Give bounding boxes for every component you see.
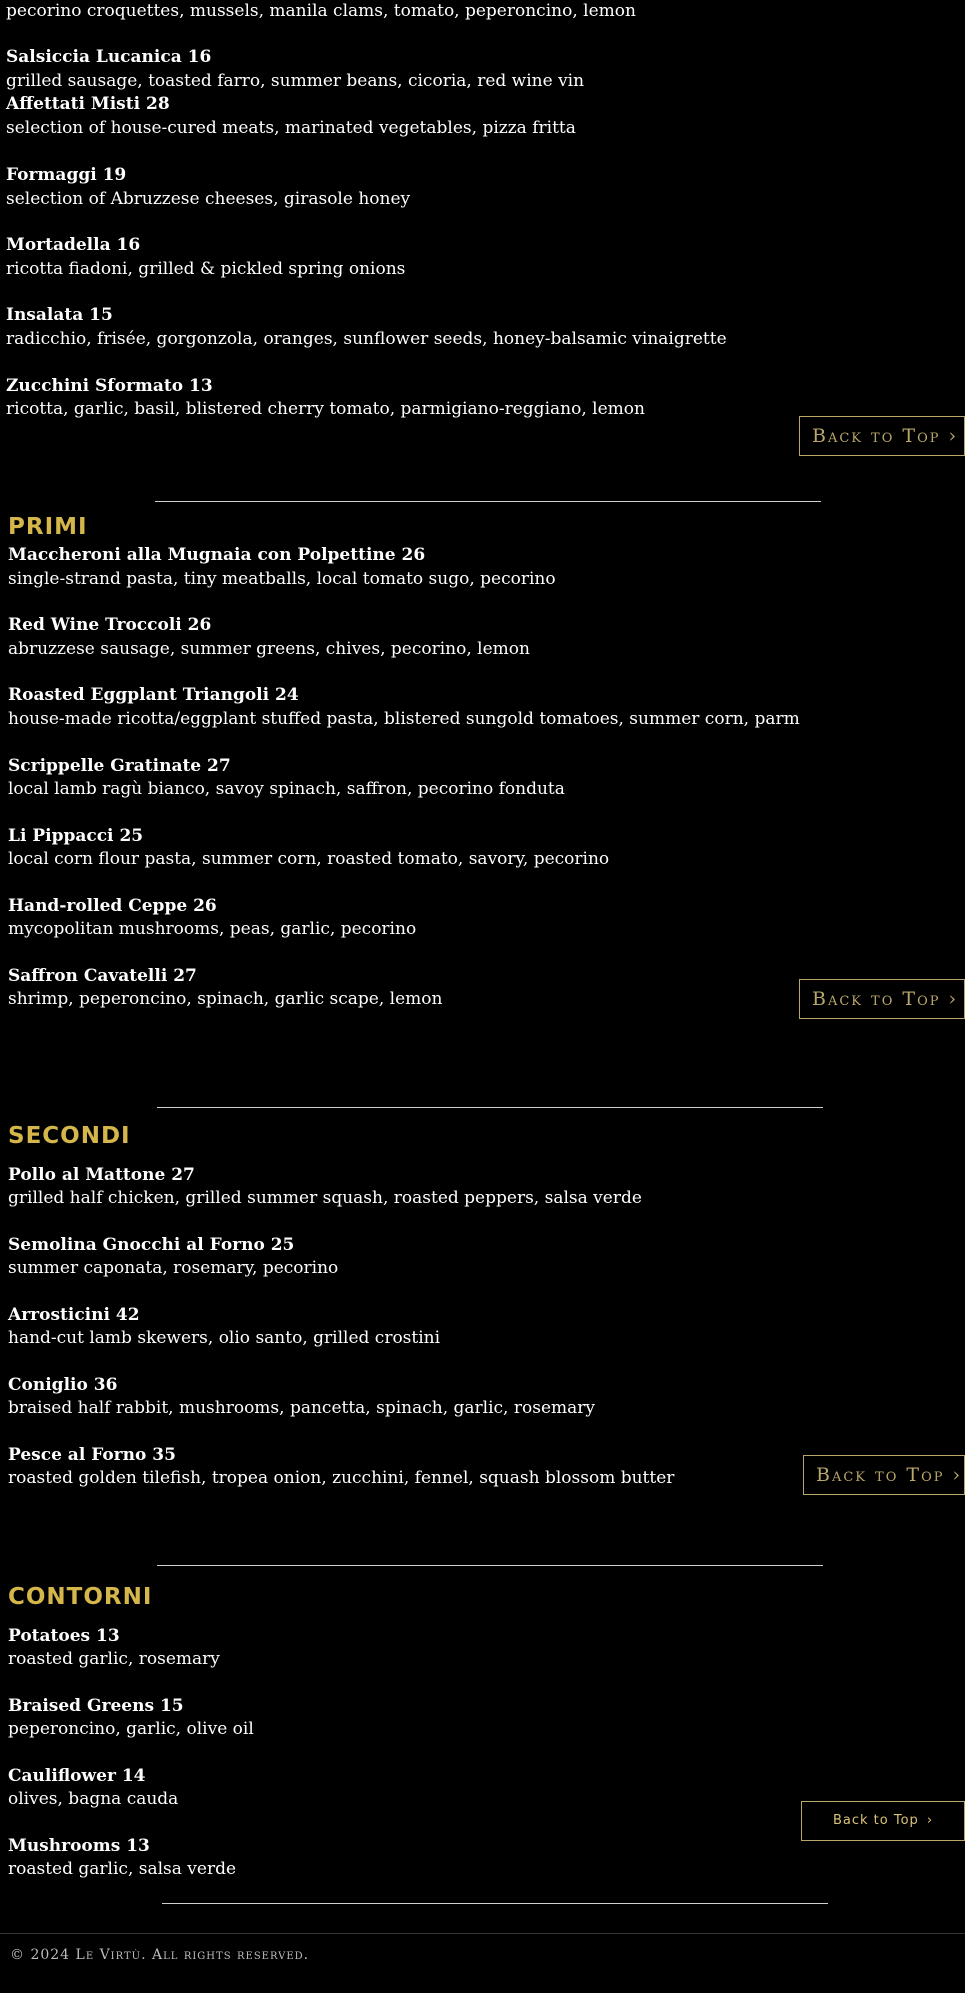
menu-item-description: shrimp, peperoncino, spinach, garlic scape, lemon (8, 989, 443, 1009)
chevron-right-icon: › (952, 1464, 963, 1486)
menu-item-description: hand-cut lamb skewers, olio santo, grilled crostini (8, 1328, 441, 1348)
menu-item-name: Pollo al Mattone 27 (8, 1165, 195, 1185)
menu-item-name: Arrosticini 42 (8, 1305, 140, 1325)
footer-copyright: © 2024 Le Virtù. All rights reserved. (10, 1947, 310, 1963)
back-to-top-label: Back to Top (812, 425, 941, 447)
menu-item-name: Braised Greens 15 (8, 1696, 184, 1716)
menu-item-name: Semolina Gnocchi al Forno 25 (8, 1235, 295, 1255)
section-heading-contorni: CONTORNI (8, 1584, 153, 1610)
menu-item-description: grilled half chicken, grilled summer squash, roasted peppers, salsa verde (8, 1188, 642, 1208)
menu-item-description: summer caponata, rosemary, pecorino (8, 1258, 339, 1278)
menu-item-description: ricotta, garlic, basil, blistered cherry tomato, parmigiano-reggiano, lemon (6, 399, 645, 419)
menu-item-name: Li Pippacci 25 (8, 826, 144, 846)
menu-item-description: braised half rabbit, mushrooms, pancetta, spinach, garlic, rosemary (8, 1398, 595, 1418)
menu-item-description: peperoncino, garlic, olive oil (8, 1719, 254, 1739)
back-to-top-label: Back to Top (812, 988, 941, 1010)
chevron-right-icon: › (948, 988, 959, 1010)
menu-item-name: Potatoes 13 (8, 1626, 120, 1646)
menu-item-name: Zucchini Sformato 13 (6, 376, 213, 396)
section-divider (162, 1903, 828, 1904)
menu-item-description: house-made ricotta/eggplant stuffed pasta, blistered sungold tomatoes, summer corn, parm (8, 709, 800, 729)
chevron-right-icon: › (948, 425, 959, 447)
menu-item-name: Insalata 15 (6, 305, 113, 325)
menu-item-name: Affettati Misti 28 (6, 94, 170, 114)
menu-item-name: Pesce al Forno 35 (8, 1445, 176, 1465)
menu-item-name: Formaggi 19 (6, 165, 127, 185)
menu-item-name: Scrippelle Gratinate 27 (8, 756, 231, 776)
menu-item-name: Mortadella 16 (6, 235, 141, 255)
menu-item-description: pecorino croquettes, mussels, manila clams, tomato, peperoncino, lemon (6, 1, 636, 21)
menu-item-description: selection of house-cured meats, marinated vegetables, pizza fritta (6, 118, 576, 138)
section-heading-primi: PRIMI (8, 514, 88, 540)
menu-item-description: grilled sausage, toasted farro, summer beans, cicoria, red wine vin (6, 71, 585, 91)
menu-item-name: Cauliflower 14 (8, 1766, 146, 1786)
back-to-top-button[interactable] (799, 416, 965, 456)
menu-item-description: mycopolitan mushrooms, peas, garlic, pecorino (8, 919, 417, 939)
back-to-top-button[interactable] (803, 1455, 965, 1495)
menu-item-name: Mushrooms 13 (8, 1836, 150, 1856)
menu-item-description: radicchio, frisée, gorgonzola, oranges, sunflower seeds, honey-balsamic vinaigrette (6, 329, 727, 349)
menu-item-description: abruzzese sausage, summer greens, chives, pecorino, lemon (8, 639, 530, 659)
menu-item-name: Saffron Cavatelli 27 (8, 966, 197, 986)
menu-item-name: Coniglio 36 (8, 1375, 118, 1395)
menu-item-description: local lamb ragù bianco, savoy spinach, saffron, pecorino fonduta (8, 779, 565, 799)
menu-item-name: Hand-rolled Ceppe 26 (8, 896, 217, 916)
menu-item-description: ricotta fiadoni, grilled & pickled spring onions (6, 259, 406, 279)
menu-item-name: Red Wine Troccoli 26 (8, 615, 212, 635)
section-divider (155, 501, 821, 502)
menu-item-description: single-strand pasta, tiny meatballs, local tomato sugo, pecorino (8, 569, 556, 589)
back-to-top-button[interactable] (801, 1801, 965, 1841)
back-to-top-label: Back to Top (832, 1813, 919, 1828)
menu-item-name: Roasted Eggplant Triangoli 24 (8, 685, 299, 705)
footer-divider (0, 1933, 965, 1934)
section-divider (157, 1107, 823, 1108)
menu-item-description: local corn flour pasta, summer corn, roasted tomato, savory, pecorino (8, 849, 610, 869)
menu-item-name: Salsiccia Lucanica 16 (6, 47, 212, 67)
menu-item-description: roasted garlic, salsa verde (8, 1859, 237, 1879)
back-to-top-button[interactable] (799, 979, 965, 1019)
menu-item-description: roasted golden tilefish, tropea onion, zucchini, fennel, squash blossom butter (8, 1468, 675, 1488)
menu-item-description: roasted garlic, rosemary (8, 1649, 220, 1669)
menu-item-name: Maccheroni alla Mugnaia con Polpettine 26 (8, 545, 426, 565)
section-divider (157, 1565, 823, 1566)
chevron-right-icon: › (926, 1813, 934, 1828)
menu-item-description: selection of Abruzzese cheeses, girasole honey (6, 189, 411, 209)
menu-item-description: olives, bagna cauda (8, 1789, 179, 1809)
section-heading-secondi: SECONDI (8, 1123, 131, 1149)
back-to-top-label: Back to Top (816, 1464, 945, 1486)
